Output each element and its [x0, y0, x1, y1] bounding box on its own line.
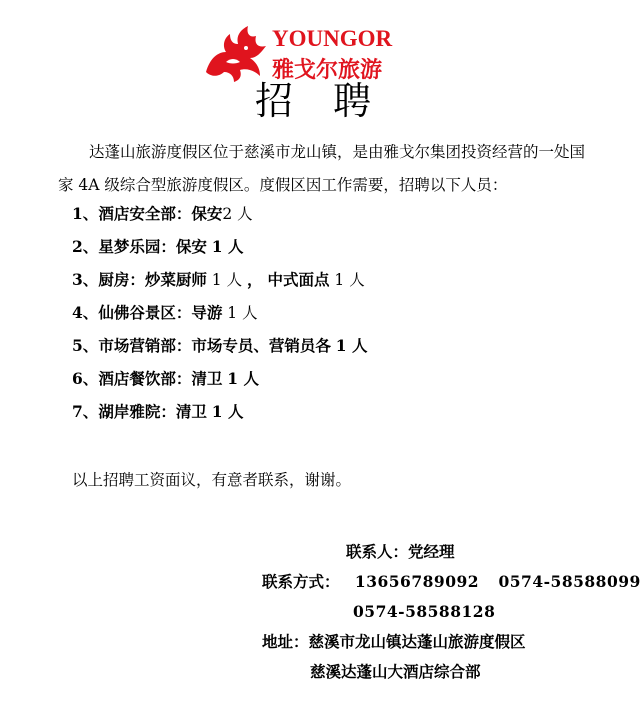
position-number: 2	[72, 237, 83, 256]
position-dept: 仙佛谷景区：	[98, 303, 192, 322]
position-role: 导游	[191, 303, 223, 322]
position-dept: 酒店餐饮部：	[98, 369, 192, 388]
contact-phone-line-2	[353, 598, 495, 626]
position-item: 2、星梦乐园：保安 1 人	[72, 237, 244, 256]
brand-name-chinese: 雅戈尔旅游	[272, 58, 383, 83]
position-count: 1 人	[227, 304, 258, 322]
position-number: 5	[72, 336, 83, 355]
contact-person-line	[346, 538, 455, 566]
contact-address-label: 地址：	[262, 632, 309, 651]
position-role: 保安	[175, 237, 207, 256]
contact-address-1: 慈溪市龙山镇达蓬山旅游度假区	[308, 632, 526, 651]
position-count: 1 人	[227, 369, 259, 388]
positions-list	[72, 200, 367, 431]
contact-address-line-2	[310, 658, 481, 686]
contact-address-line	[262, 628, 526, 656]
contact-person: 党经理	[408, 542, 455, 561]
position-number: 6	[72, 369, 83, 388]
contact-address-2: 慈溪达蓬山大酒店综合部	[310, 662, 481, 681]
position-number: 3	[72, 270, 83, 289]
position-role: 清卫	[175, 402, 207, 421]
position-dept: 市场营销部：	[98, 336, 192, 355]
position-item: 6、酒店餐饮部：清卫 1 人	[72, 369, 259, 388]
position-number: 1	[72, 204, 83, 223]
dragon-logo-icon	[200, 22, 272, 84]
position-role: 炒菜厨师	[144, 270, 207, 289]
position-separator: ，	[247, 270, 263, 289]
contact-phone-office: 0574-58588099	[498, 572, 641, 591]
position-count: 1 人	[211, 271, 243, 289]
contact-phone-office-2: 0574-58588128	[353, 602, 496, 621]
position-role: 市场专员、营销员各	[191, 336, 331, 355]
page-title: 招聘	[254, 79, 411, 123]
position-number: 4	[72, 303, 83, 322]
position-count: 1 人	[211, 402, 244, 421]
position-item: 3、厨房：炒菜厨师 1 人 ， 中式面点 1 人	[72, 270, 365, 289]
position-role: 清卫	[191, 369, 223, 388]
position-item: 5、市场营销部：市场专员、营销员各 1 人	[72, 336, 368, 355]
position-count: 1 人	[211, 237, 244, 256]
closing-note: 以上招聘工资面议，有意者联系，谢谢。	[72, 471, 352, 489]
position-count: 2 人	[222, 205, 253, 223]
intro-paragraph: 达蓬山旅游度假区位于慈溪市龙山镇，是由雅戈尔集团投资经营的一处国家 4A 级综合型旅游度假区。度假区因工作需要，招聘以下人员：	[58, 143, 586, 194]
position-count: 1 人	[335, 336, 368, 355]
contact-method-label: 联系方式：	[262, 572, 340, 591]
position-count-secondary: 1 人	[334, 271, 365, 289]
position-dept: 湖岸雅院：	[98, 402, 176, 421]
brand-name-english: YOUNGOR	[272, 26, 393, 51]
position-dept: 星梦乐园：	[98, 237, 176, 256]
position-role-secondary: 中式面点	[267, 270, 330, 289]
position-item: 4、仙佛谷景区：导游 1 人	[72, 303, 258, 322]
position-role: 保安	[191, 204, 223, 223]
contact-method-line	[262, 568, 641, 596]
contact-person-label: 联系人：	[346, 542, 409, 561]
position-dept: 酒店安全部：	[98, 204, 192, 223]
position-item: 7、湖岸雅院：清卫 1 人	[72, 402, 244, 421]
position-dept: 厨房：	[98, 270, 145, 289]
position-number: 7	[72, 402, 83, 421]
position-item: 1、酒店安全部：保安2 人	[72, 204, 253, 223]
contact-phone-mobile: 13656789092	[354, 572, 480, 591]
